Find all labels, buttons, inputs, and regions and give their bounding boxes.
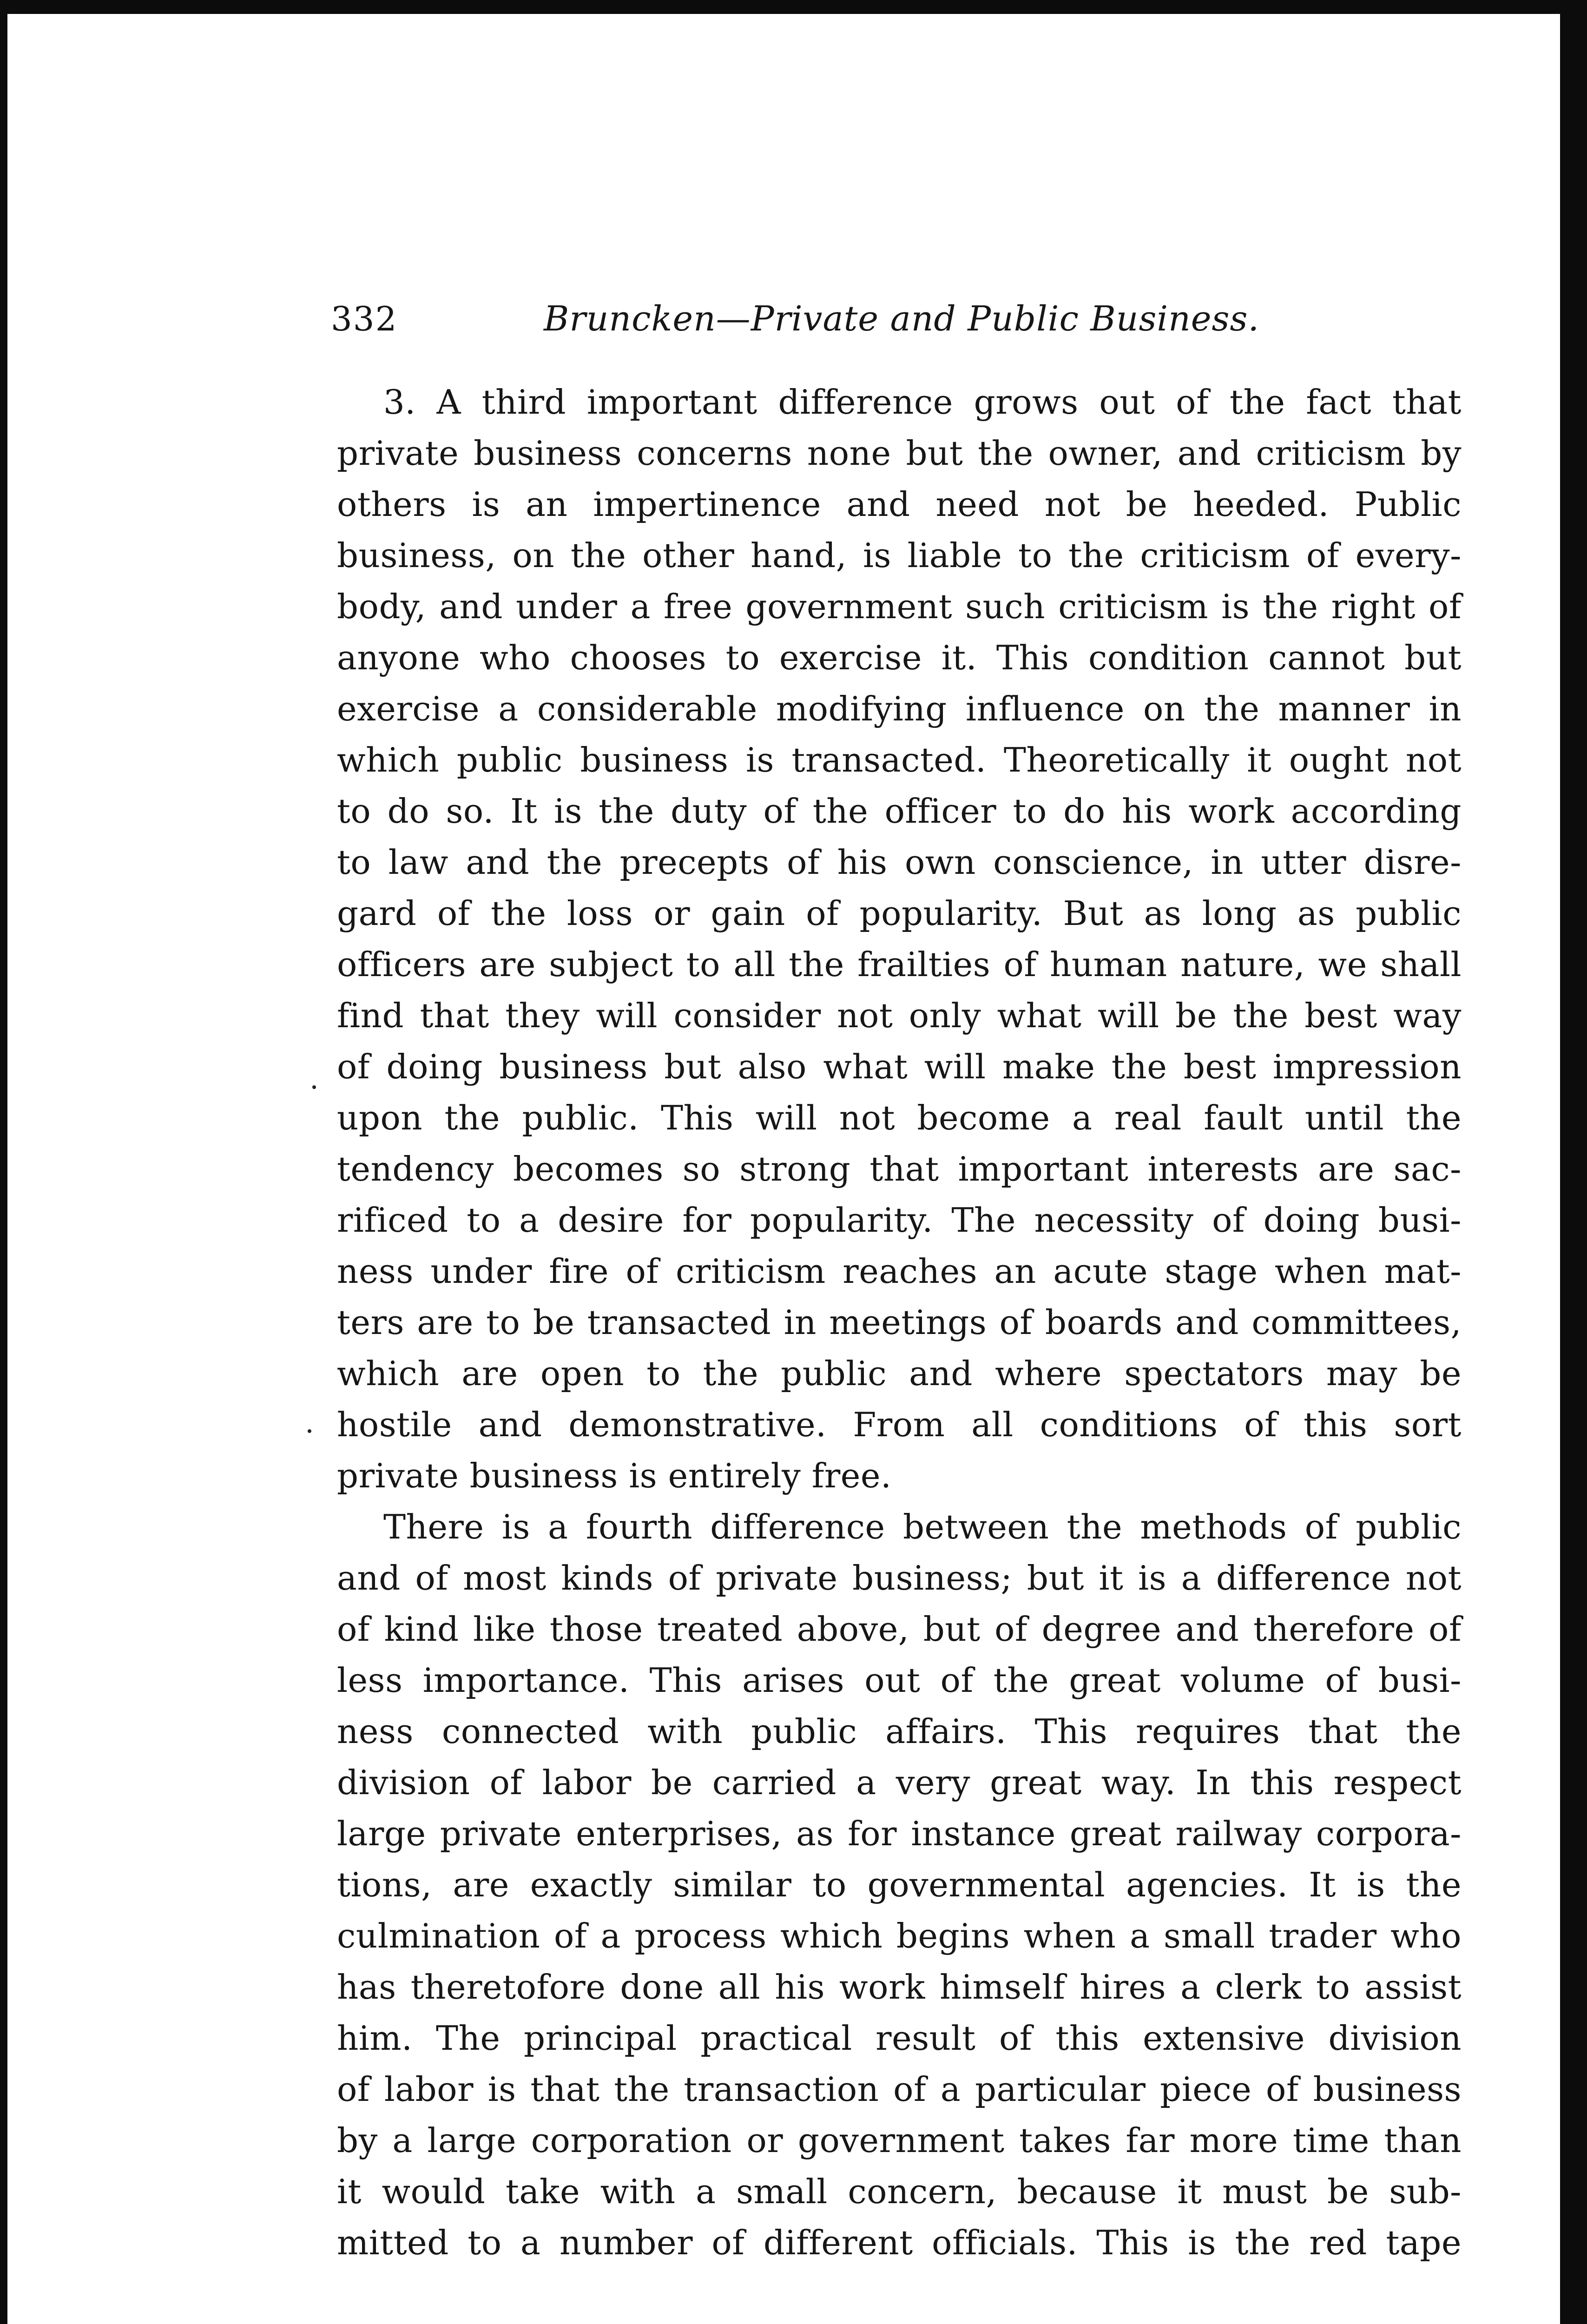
page-number: 332 xyxy=(331,299,398,338)
text-line: ness under fire of criticism reaches an acute stage when mat- xyxy=(337,1252,1462,1291)
text-line: exercise a considerable modifying influence on the manner in xyxy=(337,689,1462,728)
text-line: by a large corporation or government takes far more time than xyxy=(337,2121,1462,2160)
text-line: large private enterprises, as for instance great railway corpora- xyxy=(337,1814,1462,1853)
text-line: which public business is transacted. Theoretically it ought not xyxy=(337,740,1462,779)
text-line: ters are to be transacted in meetings of boards and committees, xyxy=(337,1303,1462,1342)
text-line: private business is entirely free. xyxy=(337,1456,892,1495)
text-line: tions, are exactly similar to governmental agencies. It is the xyxy=(337,1865,1462,1904)
body-text xyxy=(337,376,1462,2268)
text-line: others is an impertinence and need not be heeded. Public xyxy=(337,485,1462,524)
text-line: anyone who chooses to exercise it. This condition cannot but xyxy=(337,638,1462,677)
text-line: less importance. This arises out of the great volume of busi- xyxy=(337,1661,1462,1700)
text-line: find that they will consider not only what will be the best way xyxy=(337,996,1462,1035)
text-line: body, and under a free government such criticism is the right of xyxy=(337,587,1462,626)
text-line: of doing business but also what will make the best impression xyxy=(337,1047,1462,1086)
scan-border-left xyxy=(0,0,7,2324)
text-line: him. The principal practical result of this extensive division xyxy=(337,2019,1462,2058)
text-line: rificed to a desire for popularity. The necessity of doing busi- xyxy=(337,1201,1462,1240)
running-head xyxy=(0,288,1587,344)
scan-border-top xyxy=(0,0,1587,14)
text-line: 3. A third important difference grows out of the fact that xyxy=(383,383,1462,422)
text-line: upon the public. This will not become a real fault until the xyxy=(337,1098,1462,1137)
text-line: tendency becomes so strong that important interests are sac- xyxy=(337,1149,1462,1188)
text-line: gard of the loss or gain of popularity. But as long as public xyxy=(337,894,1462,933)
paragraph xyxy=(337,1501,1462,2268)
text-line: There is a fourth difference between the methods of public xyxy=(383,1507,1462,1546)
text-line: private business concerns none but the owner, and criticism by xyxy=(337,434,1462,473)
text-line: it would take with a small concern, because it must be sub- xyxy=(337,2172,1462,2211)
text-line: mitted to a number of different officials. This is the red tape xyxy=(337,2223,1462,2262)
text-line: to law and the precepts of his own conscience, in utter disre- xyxy=(337,843,1462,882)
paragraph xyxy=(337,376,1462,1501)
text-line: culmination of a process which begins when a small trader who xyxy=(337,1916,1462,1955)
text-line: business, on the other hand, is liable to the criticism of every- xyxy=(337,536,1462,575)
text-line: has theretofore done all his work himself hires a clerk to assist xyxy=(337,1967,1462,2007)
text-line: of kind like those treated above, but of degree and therefore of xyxy=(337,1610,1462,1649)
scan-speck xyxy=(312,1085,316,1089)
running-title: Bruncken—Private and Public Business. xyxy=(544,299,1260,339)
text-line: hostile and demonstrative. From all conditions of this sort xyxy=(337,1405,1462,1444)
text-line: of labor is that the transaction of a particular piece of business xyxy=(337,2070,1462,2109)
text-line: which are open to the public and where spectators may be xyxy=(337,1354,1462,1393)
text-line: division of labor be carried a very great way. In this respect xyxy=(337,1763,1462,1802)
text-line: and of most kinds of private business; but it is a difference not xyxy=(337,1558,1462,1598)
scan-speck xyxy=(308,1429,311,1433)
scan-border-right xyxy=(1560,0,1587,2324)
text-line: officers are subject to all the frailties of human nature, we shall xyxy=(337,945,1462,984)
text-line: ness connected with public affairs. This requires that the xyxy=(337,1712,1462,1751)
text-line: to do so. It is the duty of the officer to do his work according xyxy=(337,792,1462,831)
